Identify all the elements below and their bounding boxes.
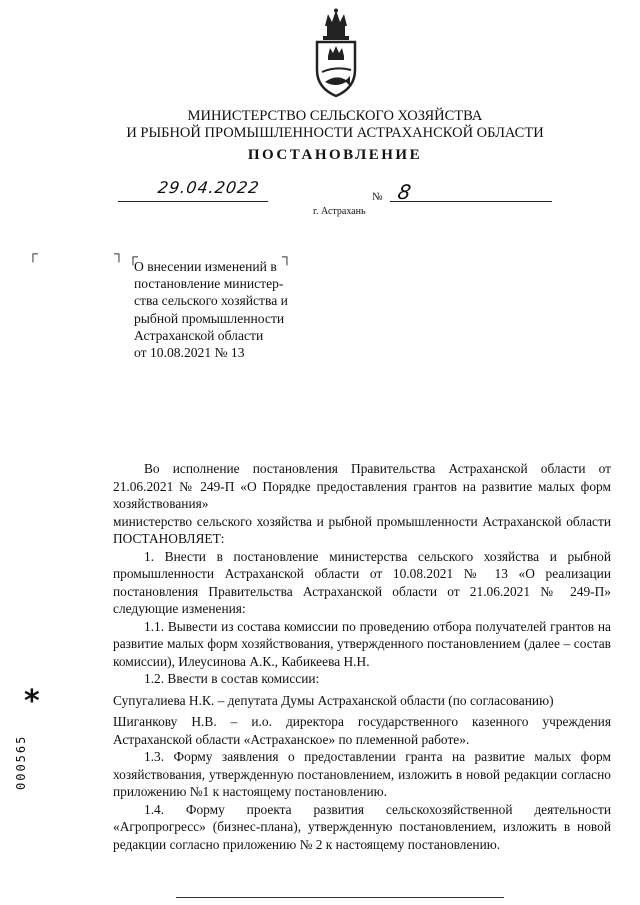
corner-mark-left-icon: ┌ bbox=[28, 247, 38, 262]
city-label: г. Астрахань bbox=[313, 206, 366, 217]
subject-line: от 10.08.2021 № 13 bbox=[134, 345, 245, 361]
ministry-line-2: И РЫБНОЙ ПРОМЫШЛЕННОСТИ АСТРАХАНСКОЙ ОБЛАСТИ bbox=[126, 125, 544, 141]
document-type-title: ПОСТАНОВЛЕНИЕ bbox=[247, 147, 423, 163]
body-paragraph: Шиганкову Н.В. – и.о. директора государственного казенного учреждения Астраханской области «Астраханское» по племенной работе». bbox=[113, 714, 611, 747]
subject-line: постановление министер- bbox=[134, 276, 284, 292]
body-paragraph: 1.1. Вывести из состава комиссии по проведению отбора получателей грантов на развитие малых форм хозяйствования, утвержденного постановлением (далее – состав комиссии), Илеусинова А.К., Кабикеева Н.Н. bbox=[113, 618, 611, 669]
margin-asterisk: * bbox=[24, 684, 40, 719]
handwritten-date: 29.04.2022 bbox=[156, 178, 261, 197]
body-paragraph: 1.4. Форму проекта развития сельскохозяйственной деятельности «Агропрогресс» (бизнес-плана), утвержденную постановлением, изложить в новой редакции согласно приложению № 2 к настоящему постановлению. bbox=[113, 801, 611, 852]
body-paragraph: 1.3. Форму заявления о предоставлении гранта на развитие малых форм хозяйствования, утвержденную постановлением, изложить в новой редакции согласно приложению №1 к настоящему постановлению. bbox=[113, 749, 611, 799]
subject-line: ства сельского хозяйства и bbox=[134, 293, 288, 309]
subject-line: О внесении изменений в bbox=[134, 259, 277, 274]
ministry-line-1: МИНИСТЕРСТВО СЕЛЬСКОГО ХОЗЯЙСТВА bbox=[187, 108, 483, 124]
body-paragraph: Во исполнение постановления Правительства Астраханской области от 21.06.2021 № 249-П «О Порядке предоставления грантов на развитие малых форм хозяйствования» bbox=[113, 461, 611, 511]
subject-line: Астраханской области bbox=[134, 327, 264, 343]
corner-mark-top-left-icon: ┐ bbox=[114, 247, 124, 262]
number-underline bbox=[390, 201, 552, 202]
ministry-name bbox=[0, 108, 640, 142]
bottom-rule bbox=[176, 897, 504, 898]
number-label: № bbox=[372, 191, 383, 203]
handwritten-number: 8 bbox=[395, 180, 413, 204]
document-subject bbox=[134, 258, 324, 361]
body-paragraph: Супугалиева Н.К. – депутата Думы Астраханской области (по согласованию) bbox=[113, 692, 554, 708]
body-paragraph: 1. Внести в постановление министерства сельского хозяйства и рыбной промышленности Астраханской области от 10.08.2021 № 13 «О реализации постановления Правительства Астраханской области от 21.06.2021 № 249-П» следующие изменения: bbox=[113, 548, 611, 616]
document-body bbox=[113, 460, 611, 853]
margin-serial-number: 000565 bbox=[14, 734, 28, 790]
corner-mark-subject-right-icon: ┐ bbox=[282, 250, 292, 265]
corner-mark-subject-left-icon: ┌ bbox=[128, 250, 138, 265]
body-paragraph: министерство сельского хозяйства и рыбной промышленности Астраханской области ПОСТАНОВЛЯЕТ: bbox=[113, 513, 611, 546]
subject-line: рыбной промышленности bbox=[134, 310, 285, 326]
body-paragraph: 1.2. Ввести в состав комиссии: bbox=[144, 671, 320, 686]
coat-of-arms-icon bbox=[309, 8, 363, 98]
